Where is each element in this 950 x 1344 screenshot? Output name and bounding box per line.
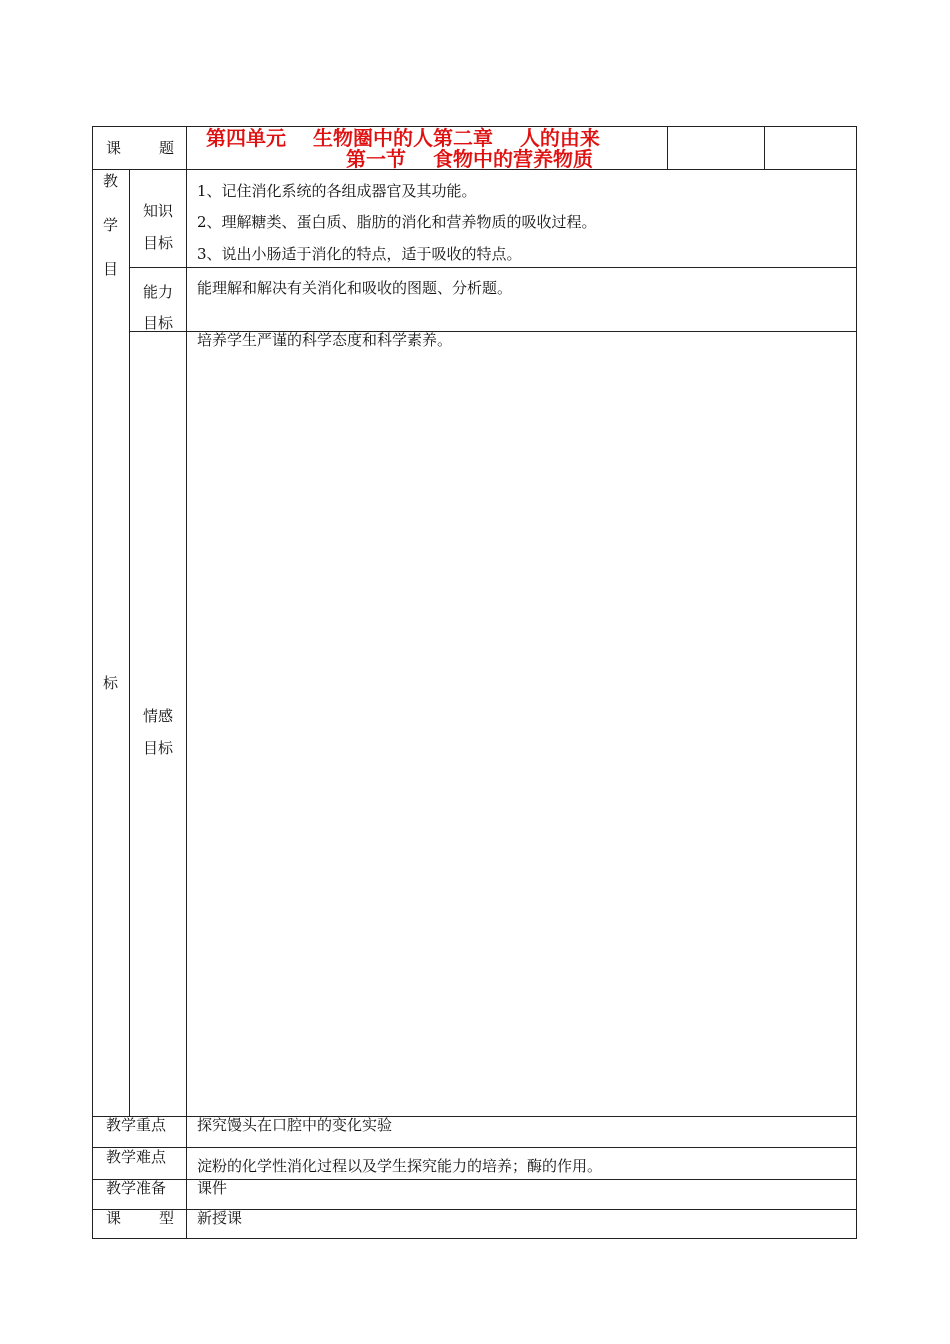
emotion-label-line1: 情感 <box>143 707 174 725</box>
objectives-side-char-1: 教 <box>103 172 119 190</box>
emotion-content-cell <box>186 331 857 1117</box>
lesson-type-label-b: 型 <box>159 1209 175 1227</box>
difficulty-value: 淀粉的化学性消化过程以及学生探究能力的培养；酶的作用。 <box>197 1157 603 1175</box>
page-title-line1: 第四单元 生物圈中的人第二章 人的由来 <box>206 126 600 150</box>
header-blank-cell-1 <box>667 126 765 170</box>
ability-label-line1: 能力 <box>143 283 174 301</box>
preparation-value: 课件 <box>197 1179 228 1197</box>
header-label-ke: 课 <box>106 139 122 157</box>
emotion-text: 培养学生严谨的科学态度和科学素养。 <box>197 331 453 349</box>
knowledge-item-1: 1、记住消化系统的各组成器官及其功能。 <box>197 182 477 200</box>
knowledge-item-2: 2、理解糖类、蛋白质、脂肪的消化和营养物质的吸收过程。 <box>197 213 597 231</box>
lesson-type-value-cell <box>186 1209 857 1239</box>
key-point-label: 教学重点 <box>106 1116 167 1134</box>
objectives-side-char-4: 标 <box>103 674 119 692</box>
key-point-value: 探究馒头在口腔中的变化实验 <box>197 1116 393 1134</box>
ability-content-cell <box>186 267 857 332</box>
page-title-line2: 第一节 食物中的营养物质 <box>346 147 593 171</box>
preparation-value-cell <box>186 1179 857 1210</box>
ability-text: 能理解和解决有关消化和吸收的图题、分析题。 <box>197 279 513 297</box>
knowledge-label-line2: 目标 <box>143 234 174 252</box>
knowledge-label-line1: 知识 <box>143 202 174 220</box>
header-blank-cell-2 <box>764 126 857 170</box>
lesson-type-label-a: 课 <box>106 1209 122 1227</box>
objectives-side-char-2: 学 <box>103 216 119 234</box>
emotion-label-line2: 目标 <box>143 739 174 757</box>
difficulty-label: 教学难点 <box>106 1148 167 1166</box>
knowledge-item-3: 3、说出小肠适于消化的特点，适于吸收的特点。 <box>197 245 522 263</box>
ability-label-line2: 目标 <box>143 314 174 332</box>
objectives-side-char-3: 目 <box>103 260 119 278</box>
objectives-side-cell <box>92 169 130 1117</box>
header-label-ti: 题 <box>159 139 175 157</box>
lesson-type-value: 新授课 <box>197 1209 243 1227</box>
preparation-label: 教学准备 <box>106 1179 167 1197</box>
